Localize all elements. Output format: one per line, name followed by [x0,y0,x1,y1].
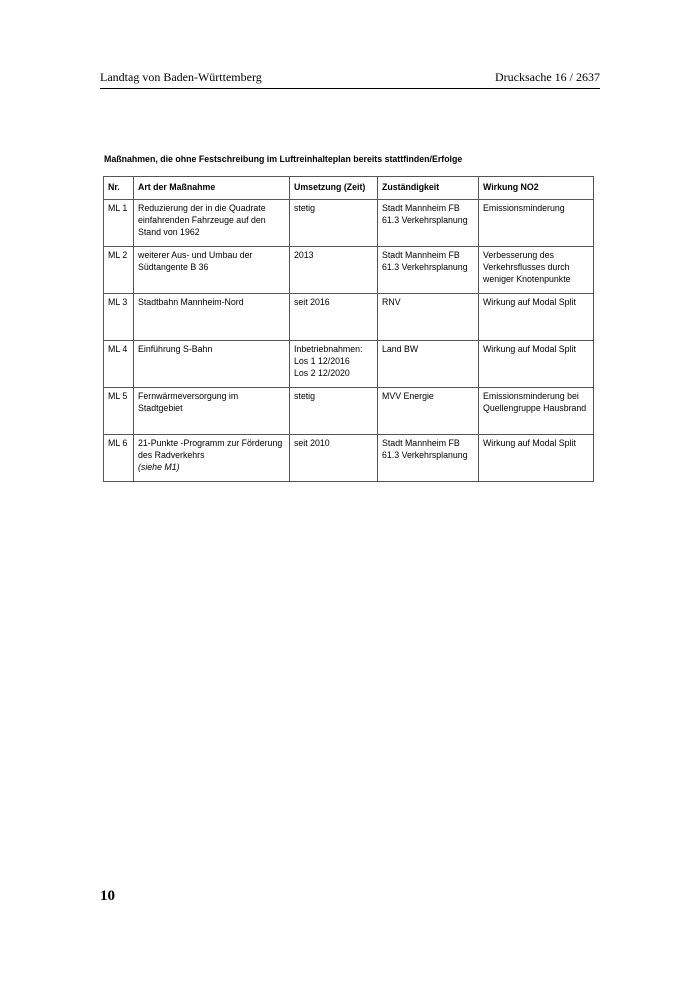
cell-zustaendigkeit [378,388,479,435]
cell-zustaendigkeit [378,247,479,294]
cell-line: Los 1 12/2016 [294,355,350,366]
column-header-umsetzung: Umsetzung (Zeit) [290,177,378,200]
cell-nr: ML 1 [104,200,134,247]
table-row [104,200,594,247]
cell-nr: ML 4 [104,341,134,388]
cell-umsetzung [290,294,378,341]
cell-nr: ML 3 [104,294,134,341]
table-row [104,341,594,388]
cell-nr: ML 2 [104,247,134,294]
cell-line: Stadt Mannheim FB [382,203,460,213]
table-row [104,247,594,294]
column-header-nr: Nr. [104,177,134,200]
cell-wirkung: Verbesserung des Verkehrsflusses durch weniger Knotenpunkte [479,247,594,294]
table-body [104,200,594,482]
table-header [104,177,594,200]
header-title: Landtag von Baden-Württemberg [100,70,262,84]
cell-art: Reduzierung der in die Quadrate einfahrenden Fahrzeuge auf den Stand von 1962 [134,200,290,247]
column-header-wirkung: Wirkung NO2 [479,177,594,200]
cell-line: Stadt Mannheim FB [382,438,460,448]
page-number: 10 [100,888,115,904]
cell-zustaendigkeit [378,294,479,341]
cell-line: 61.3 Verkehrsplanung [382,214,468,225]
cell-line: Inbetriebnahmen: [294,344,363,354]
cell-zustaendigkeit [378,341,479,388]
cell-line: seit 2010 [294,438,330,448]
cell-wirkung: Wirkung auf Modal Split [479,341,594,388]
cell-umsetzung [290,388,378,435]
cell-wirkung: Wirkung auf Modal Split [479,435,594,482]
measures-table [103,176,594,482]
table-caption: Maßnahmen, die ohne Festschreibung im Luftreinhalteplan bereits stattfinden/Erfolge [104,154,463,164]
cell-art: weiterer Aus- und Umbau der Südtangente B 36 [134,247,290,294]
table-row [104,294,594,341]
cell-umsetzung [290,200,378,247]
cell-line: 61.3 Verkehrsplanung [382,261,468,272]
cell-umsetzung [290,341,378,388]
cell-line: RNV [382,297,401,307]
column-header-zustaendigkeit: Zuständigkeit [378,177,479,200]
table-row [104,435,594,482]
cell-wirkung: Emissionsminderung [479,200,594,247]
table-header-row [104,177,594,200]
cell-umsetzung [290,435,378,482]
cell-art-text: 21-Punkte -Programm zur Förderung des Radverkehrs [138,438,283,460]
cell-art: Einführung S-Bahn [134,341,290,388]
cell-art [134,435,290,482]
cell-line: 2013 [294,250,314,260]
cell-line: Land BW [382,344,419,354]
header-document-number: Drucksache 16 / 2637 [495,70,600,84]
cell-umsetzung [290,247,378,294]
cell-nr: ML 5 [104,388,134,435]
cell-art-note: (siehe M1) [138,461,180,472]
cell-line: Stadt Mannheim FB [382,250,460,260]
cell-wirkung: Wirkung auf Modal Split [479,294,594,341]
cell-zustaendigkeit [378,435,479,482]
table-row [104,388,594,435]
cell-line: stetig [294,203,316,213]
cell-nr: ML 6 [104,435,134,482]
column-header-art: Art der Maßnahme [134,177,290,200]
cell-art: Stadtbahn Mannheim-Nord [134,294,290,341]
cell-wirkung: Emissionsminderung bei Quellengruppe Hausbrand [479,388,594,435]
page-header [100,70,600,89]
cell-line: 61.3 Verkehrsplanung [382,449,468,460]
cell-zustaendigkeit [378,200,479,247]
cell-line: seit 2016 [294,297,330,307]
cell-line: stetig [294,391,316,401]
cell-line: MVV Energie [382,391,434,401]
cell-art: Fernwärmeversorgung im Stadtgebiet [134,388,290,435]
cell-line: Los 2 12/2020 [294,367,350,378]
